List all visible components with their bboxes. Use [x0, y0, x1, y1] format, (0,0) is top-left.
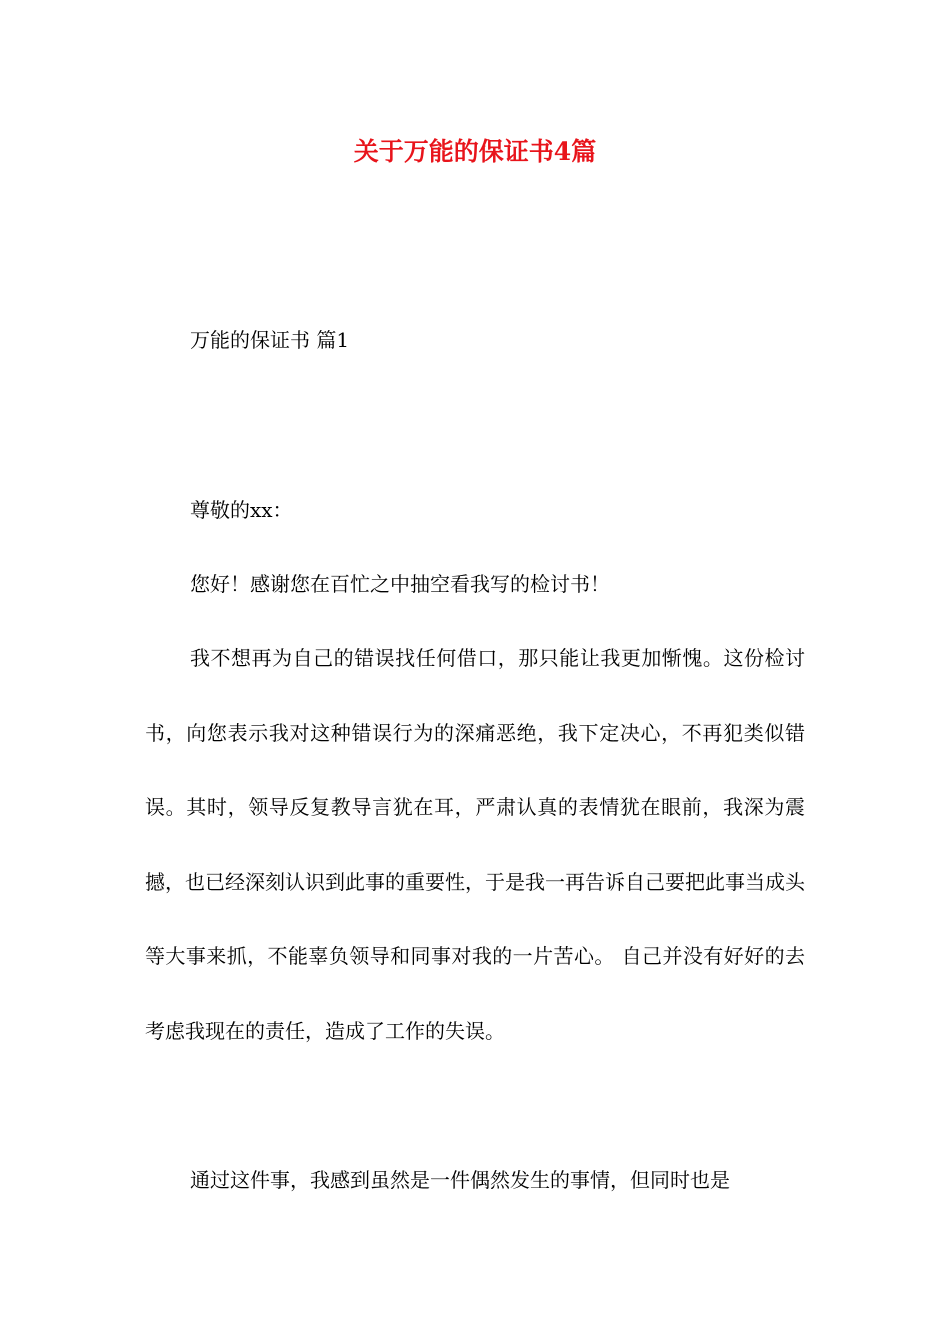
section-heading: 万能的保证书 篇1: [190, 328, 350, 352]
paragraph-continuation: 通过这件事，我感到虽然是一件偶然发生的事情，但同时也是: [190, 1168, 730, 1192]
paragraph-salutation: 尊敬的xx：: [190, 498, 293, 522]
document-title: 关于万能的保证书4篇: [353, 137, 597, 166]
greeting-paragraph: [145, 547, 805, 622]
salutation-paragraph: [145, 473, 805, 548]
paragraph-main: 我不想再为自己的错误找任何借口，那只能让我更加惭愧。这份检讨书，向您表示我对这种错误行为的深痛恶绝，我下定决心，不再犯类似错误。其时，领导反复教导言犹在耳，严肃认真的表情犹在眼前，我深为震撼，也已经深刻认识到此事的重要性，于是我一再告诉自己要把此事当成头等大事来抓，不能辜负领导和同事对我的一片苦心。 自己并没有好好的去考虑我现在的责任，造成了工作的失误。: [145, 646, 805, 1043]
continuation-paragraph: [145, 1143, 805, 1218]
main-paragraph: [145, 621, 805, 1068]
paragraph-greeting: 您好！感谢您在百忙之中抽空看我写的检讨书！: [190, 572, 610, 596]
